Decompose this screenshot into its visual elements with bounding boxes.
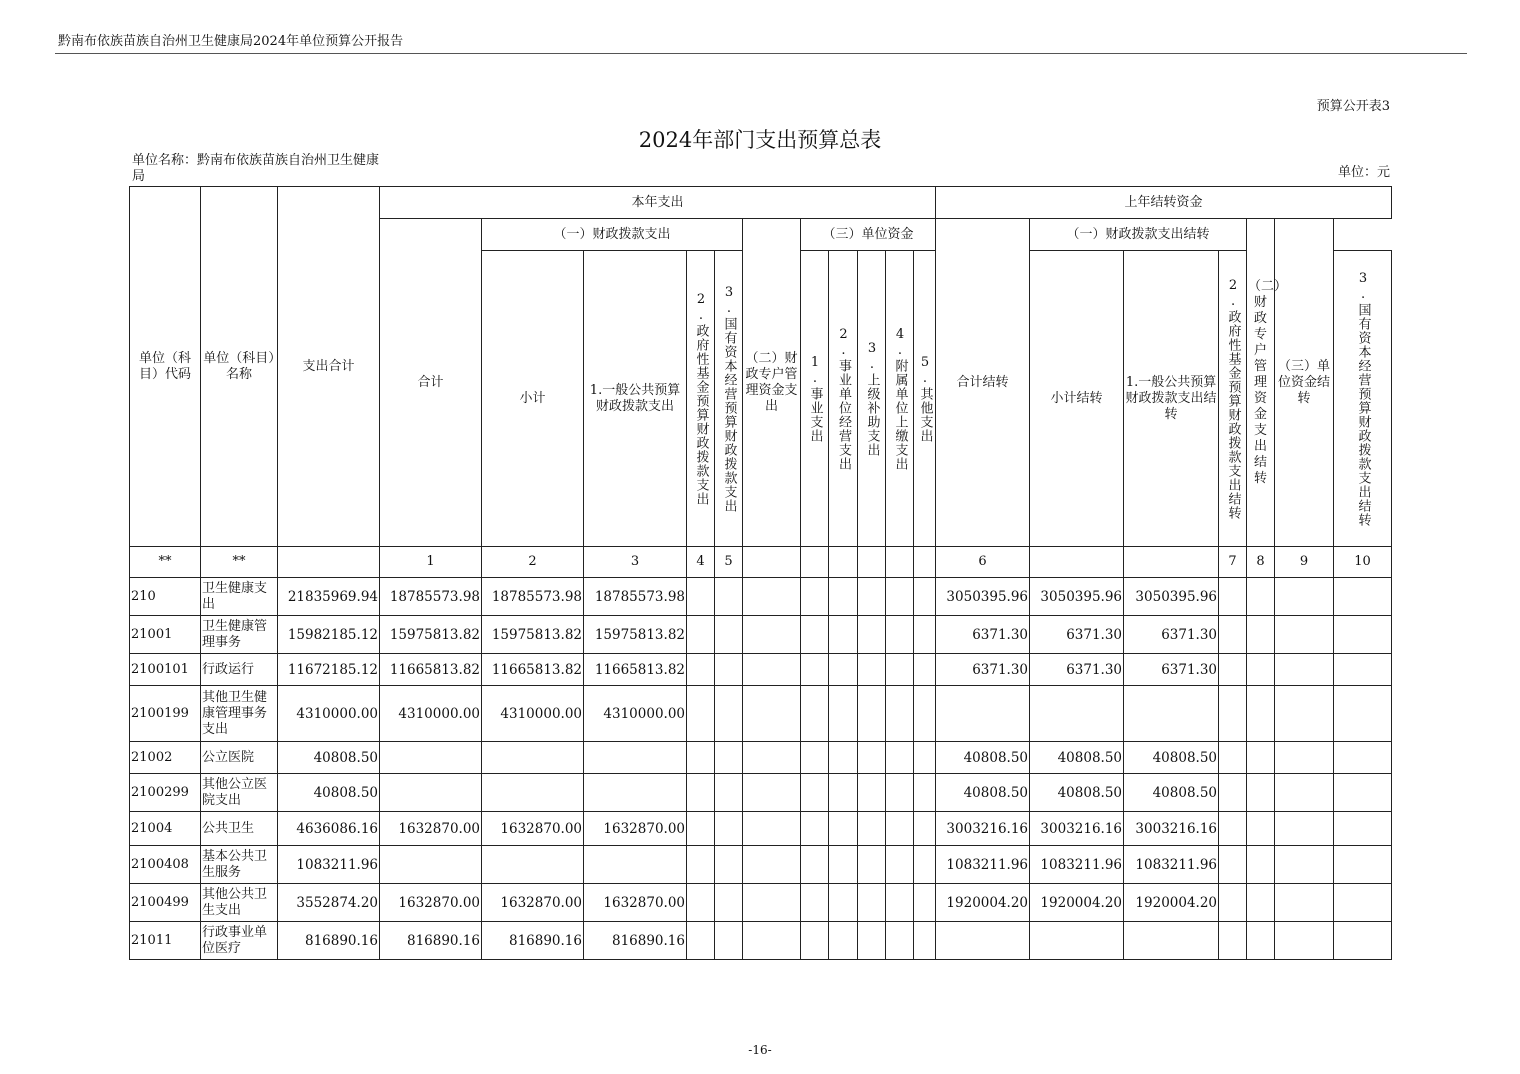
row-carry-subtotal: 6371.30 <box>1030 654 1124 686</box>
table-row <box>130 812 1392 846</box>
row-name: 卫生健康支出 <box>201 578 278 616</box>
table-row <box>130 774 1392 812</box>
row-subtotal: 18785573.98 <box>482 578 584 616</box>
row-subtotal <box>482 846 584 884</box>
header-unit-funds: （三）单位资金 <box>801 219 936 251</box>
row-carry-total: 6371.30 <box>936 616 1030 654</box>
row-sum: 18785573.98 <box>380 578 482 616</box>
header-other <box>914 251 936 547</box>
row-general: 15975813.82 <box>584 616 687 654</box>
header-carry-unit: （三）单位资金结转 <box>1275 219 1334 547</box>
row-carry-total: 6371.30 <box>936 654 1030 686</box>
row-general: 18785573.98 <box>584 578 687 616</box>
row-general: 1632870.00 <box>584 812 687 846</box>
header-special: （二）财政专户管理资金支出 <box>743 219 801 547</box>
row-total: 4310000.00 <box>278 686 380 742</box>
row-code: 2100299 <box>130 774 201 812</box>
row-sum: 15975813.82 <box>380 616 482 654</box>
index-cell <box>278 547 380 578</box>
row-code: 21002 <box>130 742 201 774</box>
header-carry-subtotal: 小计结转 <box>1030 251 1124 547</box>
table-row <box>130 654 1392 686</box>
header-carry-total: 合计结转 <box>936 219 1030 547</box>
page-number: -16- <box>748 1043 772 1057</box>
header-state-capital-text: 3.国有资本经营预算财政拨款支出 <box>721 284 737 513</box>
header-total: 支出合计 <box>278 187 380 547</box>
header-carry-state-capital-text: 3.国有资本经营预算财政拨款支出结转 <box>1355 270 1371 527</box>
row-total: 40808.50 <box>278 774 380 812</box>
row-general <box>584 846 687 884</box>
index-cell: ** <box>201 547 278 578</box>
header-gov-fund-text: 2.政府性基金预算财政拨款支出 <box>693 291 709 506</box>
row-carry-subtotal: 1920004.20 <box>1030 884 1124 922</box>
row-sum: 11665813.82 <box>380 654 482 686</box>
row-carry-subtotal: 1083211.96 <box>1030 846 1124 884</box>
header-subsidy <box>858 251 886 547</box>
table-row <box>130 846 1392 884</box>
index-cell: 2 <box>482 547 584 578</box>
row-carry-general: 40808.50 <box>1124 742 1219 774</box>
header-state-capital <box>715 251 743 547</box>
index-cell <box>914 547 936 578</box>
row-total: 4636086.16 <box>278 812 380 846</box>
row-total: 11672185.12 <box>278 654 380 686</box>
table-row <box>130 616 1392 654</box>
row-code: 21004 <box>130 812 201 846</box>
index-cell: 6 <box>936 547 1030 578</box>
index-cell: 4 <box>687 547 715 578</box>
row-name: 卫生健康管理事务 <box>201 616 278 654</box>
row-subtotal: 1632870.00 <box>482 812 584 846</box>
row-sum <box>380 774 482 812</box>
row-subtotal: 11665813.82 <box>482 654 584 686</box>
row-general: 11665813.82 <box>584 654 687 686</box>
row-carry-total: 3050395.96 <box>936 578 1030 616</box>
row-subtotal: 1632870.00 <box>482 884 584 922</box>
index-cell <box>1124 547 1219 578</box>
index-row <box>130 547 1392 578</box>
index-cell: 9 <box>1275 547 1334 578</box>
row-subtotal <box>482 774 584 812</box>
header-subsidy-text: 3.上级补助支出 <box>864 340 880 457</box>
row-name: 行政事业单位医疗 <box>201 922 278 960</box>
header-business <box>801 251 829 547</box>
row-code: 2100499 <box>130 884 201 922</box>
header-other-text: 5.其他支出 <box>917 354 933 443</box>
row-carry-subtotal: 3050395.96 <box>1030 578 1124 616</box>
row-carry-general: 1920004.20 <box>1124 884 1219 922</box>
row-sum: 4310000.00 <box>380 686 482 742</box>
document-header: 黔南布依族苗族自治州卫生健康局2024年单位预算公开报告 <box>58 34 404 49</box>
row-code: 2100408 <box>130 846 201 884</box>
header-business-text: 1.事业支出 <box>807 354 823 443</box>
row-carry-total <box>936 686 1030 742</box>
table-number: 预算公开表3 <box>1316 99 1390 114</box>
header-operating-text: 2.事业单位经营支出 <box>836 326 851 471</box>
row-subtotal <box>482 742 584 774</box>
table-row <box>130 578 1392 616</box>
row-sum: 816890.16 <box>380 922 482 960</box>
row-general: 4310000.00 <box>584 686 687 742</box>
index-cell <box>801 547 829 578</box>
index-cell <box>886 547 914 578</box>
header-fiscal: （一）财政拨款支出 <box>482 219 743 251</box>
table-row <box>130 922 1392 960</box>
page-title: 2024年部门支出预算总表 <box>638 128 882 152</box>
row-code: 210 <box>130 578 201 616</box>
row-subtotal: 15975813.82 <box>482 616 584 654</box>
index-cell <box>1030 547 1124 578</box>
header-name: 单位（科目）名称 <box>201 187 278 547</box>
header-sum: 合计 <box>380 219 482 547</box>
row-total: 15982185.12 <box>278 616 380 654</box>
row-carry-total: 1920004.20 <box>936 884 1030 922</box>
header-carry-state-capital <box>1334 251 1392 547</box>
row-name: 行政运行 <box>201 654 278 686</box>
row-carry-subtotal: 40808.50 <box>1030 774 1124 812</box>
header-carry-fiscal: （一）财政拨款支出结转 <box>1030 219 1247 251</box>
header-operating <box>829 251 858 547</box>
row-name: 公共卫生 <box>201 812 278 846</box>
index-cell: ** <box>130 547 201 578</box>
row-subtotal: 816890.16 <box>482 922 584 960</box>
row-sum <box>380 846 482 884</box>
index-cell: 3 <box>584 547 687 578</box>
row-carry-subtotal: 6371.30 <box>1030 616 1124 654</box>
index-cell <box>829 547 858 578</box>
header-carry-special: （二）财政专户管理资金支出结转 <box>1247 219 1275 547</box>
row-carry-general <box>1124 686 1219 742</box>
index-cell <box>858 547 886 578</box>
row-total: 816890.16 <box>278 922 380 960</box>
row-general <box>584 742 687 774</box>
row-total: 40808.50 <box>278 742 380 774</box>
header-divider <box>55 53 1467 54</box>
row-carry-total: 1083211.96 <box>936 846 1030 884</box>
row-carry-general: 6371.30 <box>1124 654 1219 686</box>
row-carry-subtotal <box>1030 686 1124 742</box>
row-carry-total: 40808.50 <box>936 774 1030 812</box>
header-subtotal: 小计 <box>482 251 584 547</box>
row-name: 公立医院 <box>201 742 278 774</box>
row-carry-general: 1083211.96 <box>1124 846 1219 884</box>
header-gov-fund <box>687 251 715 547</box>
row-total: 1083211.96 <box>278 846 380 884</box>
row-carry-general: 3050395.96 <box>1124 578 1219 616</box>
table-row <box>130 884 1392 922</box>
row-carry-general: 6371.30 <box>1124 616 1219 654</box>
row-subtotal: 4310000.00 <box>482 686 584 742</box>
index-cell <box>743 547 801 578</box>
unit-name: 单位名称：黔南布依族苗族自治州卫生健康局 <box>132 153 380 184</box>
row-code: 2100101 <box>130 654 201 686</box>
header-affiliated <box>886 251 914 547</box>
row-carry-general: 40808.50 <box>1124 774 1219 812</box>
table-row <box>130 686 1392 742</box>
index-cell: 5 <box>715 547 743 578</box>
row-carry-general: 3003216.16 <box>1124 812 1219 846</box>
budget-table <box>129 186 1392 960</box>
row-carry-subtotal: 3003216.16 <box>1030 812 1124 846</box>
row-carry-total: 40808.50 <box>936 742 1030 774</box>
row-general <box>584 774 687 812</box>
row-carry-total: 3003216.16 <box>936 812 1030 846</box>
row-total: 21835969.94 <box>278 578 380 616</box>
header-code: 单位（科目）代码 <box>130 187 201 547</box>
row-general: 1632870.00 <box>584 884 687 922</box>
row-carry-subtotal: 40808.50 <box>1030 742 1124 774</box>
row-sum: 1632870.00 <box>380 812 482 846</box>
row-total: 3552874.20 <box>278 884 380 922</box>
row-sum: 1632870.00 <box>380 884 482 922</box>
row-code: 21001 <box>130 616 201 654</box>
header-carry-general: 1.一般公共预算财政拨款支出结转 <box>1124 251 1219 547</box>
row-carry-subtotal <box>1030 922 1124 960</box>
row-name: 基本公共卫生服务 <box>201 846 278 884</box>
row-code: 2100199 <box>130 686 201 742</box>
currency-unit: 单位：元 <box>1337 165 1390 180</box>
table-row <box>130 742 1392 774</box>
index-cell: 7 <box>1219 547 1247 578</box>
index-cell: 8 <box>1247 547 1275 578</box>
index-cell: 10 <box>1334 547 1392 578</box>
row-general: 816890.16 <box>584 922 687 960</box>
row-carry-total <box>936 922 1030 960</box>
header-carry-gov-fund <box>1219 251 1247 547</box>
header-affiliated-text: 4.附属单位上缴支出 <box>892 326 908 471</box>
index-cell: 1 <box>380 547 482 578</box>
row-name: 其他公立医院支出 <box>201 774 278 812</box>
row-name: 其他卫生健康管理事务支出 <box>201 686 278 742</box>
header-current-year: 本年支出 <box>380 187 936 219</box>
header-carryover: 上年结转资金 <box>936 187 1392 219</box>
row-sum <box>380 742 482 774</box>
row-code: 21011 <box>130 922 201 960</box>
header-carry-gov-fund-text: 2.政府性基金预算财政拨款支出结转 <box>1225 277 1241 520</box>
header-general: 1.一般公共预算财政拨款支出 <box>584 251 687 547</box>
row-carry-general <box>1124 922 1219 960</box>
row-name: 其他公共卫生支出 <box>201 884 278 922</box>
